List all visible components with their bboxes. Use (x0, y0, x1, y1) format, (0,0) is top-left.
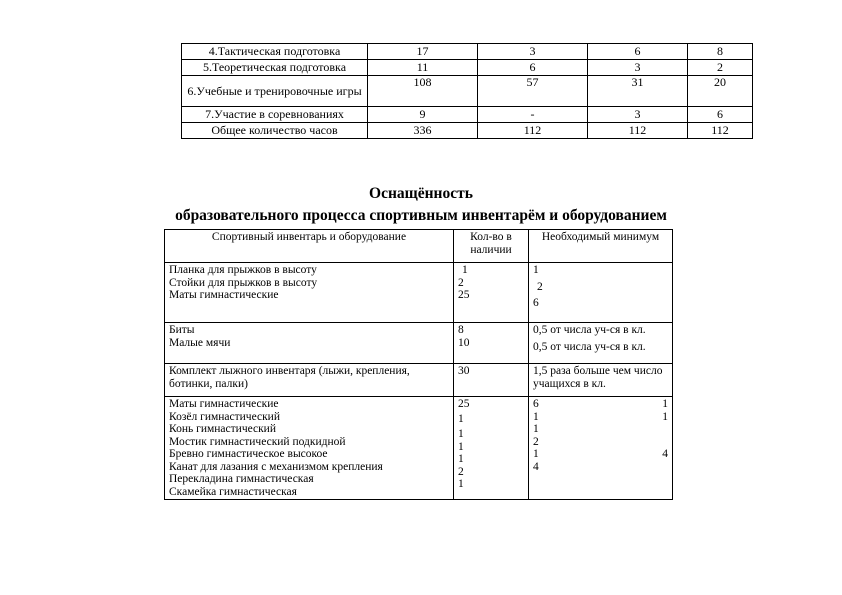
min-value: 4 (533, 460, 539, 473)
list-item: Планка для прыжков в высоту (169, 264, 317, 276)
table-row (165, 263, 673, 323)
hours-table (181, 43, 753, 139)
list-item (533, 461, 668, 474)
min-value-right: 4 (662, 448, 668, 460)
list-item: 6 (533, 297, 539, 309)
minimum-list (529, 263, 673, 323)
list-item (533, 411, 668, 424)
equipment-table (164, 229, 673, 500)
list-item (533, 436, 668, 449)
cell-value: 6 (688, 107, 753, 123)
cell-value: 112 (688, 123, 753, 139)
cell-value: 3 (588, 60, 688, 76)
cell-value: 20 (688, 76, 753, 107)
table-row-total (182, 123, 753, 139)
list-item: 1 (458, 440, 464, 453)
table-row (165, 397, 673, 500)
list-item: Перекладина гимнастическая (169, 473, 314, 485)
list-item: Скамейка гимнастическая (169, 485, 297, 498)
cell-value: 108 (368, 76, 478, 107)
list-item (533, 423, 668, 436)
list-item: Маты гимнастические (169, 398, 279, 410)
table-row (182, 60, 753, 76)
list-item: 2 (458, 276, 464, 289)
cell-value: 336 (368, 123, 478, 139)
equipment-list (165, 323, 454, 364)
list-item: Малые мячи (169, 336, 231, 349)
column-header: Необходимый минимум (529, 230, 673, 263)
list-item: 30 (454, 364, 529, 397)
list-item: 8 (458, 324, 464, 336)
cell-value: - (478, 107, 588, 123)
minimum-list (529, 397, 673, 500)
cell-value: 3 (478, 44, 588, 60)
cell-value: 2 (688, 60, 753, 76)
table-row (182, 76, 753, 107)
cell-value: 11 (368, 60, 478, 76)
list-item: 1 (462, 264, 468, 276)
min-value: 1 (533, 448, 539, 460)
row-label: 6.Учебные и тренировочные игры (182, 76, 368, 107)
min-value: 6 (533, 398, 539, 410)
cell-value: 17 (368, 44, 478, 60)
cell-value: 6 (588, 44, 688, 60)
list-item: Бревно гимнастическое высокое (169, 448, 328, 460)
min-value-right: 1 (662, 410, 668, 423)
table-row (165, 364, 673, 397)
minimum-list (529, 323, 673, 364)
list-item: 2 (537, 280, 543, 293)
list-item: 2 (458, 465, 464, 478)
row-label: 7.Участие в соревнованиях (182, 107, 368, 123)
cell-value: 57 (478, 76, 588, 107)
cell-value: 3 (588, 107, 688, 123)
table-header-row (165, 230, 673, 263)
table-row (182, 107, 753, 123)
section-title-line1: Оснащённость (369, 185, 473, 202)
list-item: 1 (458, 412, 464, 425)
list-item: 10 (458, 336, 470, 349)
list-item: 1 (533, 264, 539, 276)
list-item: Стойки для прыжков в высоту (169, 276, 318, 289)
list-item: 0,5 от числа уч-ся в кл. (533, 340, 646, 353)
quantity-list (454, 397, 529, 500)
list-item: 1 (458, 453, 464, 465)
cell-value: 31 (588, 76, 688, 107)
list-item: Козёл гимнастический (169, 410, 280, 423)
list-item (533, 398, 668, 411)
quantity-list (454, 323, 529, 364)
column-header: Кол-во в наличии (454, 230, 529, 263)
min-value: 1 (533, 423, 539, 435)
cell-value: 6 (478, 60, 588, 76)
cell-value: 112 (478, 123, 588, 139)
list-item: 1 (458, 428, 464, 440)
list-item: Конь гимнастический (169, 423, 276, 435)
cell-value: 9 (368, 107, 478, 123)
quantity-list (454, 263, 529, 323)
list-item: 25 (458, 289, 470, 301)
cell-value: 112 (588, 123, 688, 139)
list-item: Комплект лыжного инвентаря (лыжи, крепления, ботинки, палки) (165, 364, 454, 397)
list-item: 1 (458, 478, 464, 490)
equipment-list (165, 263, 454, 323)
list-item: 1,5 раза больше чем число учащихся в кл. (529, 364, 673, 397)
cell-value: 8 (688, 44, 753, 60)
equipment-list (165, 397, 454, 500)
row-label: 5.Теоретическая подготовка (182, 60, 368, 76)
section-title-line2: образовательного процесса спортивным инвентарём и оборудованием (175, 207, 667, 224)
row-label: 4.Тактическая подготовка (182, 44, 368, 60)
min-value: 1 (533, 410, 539, 423)
row-label: Общее количество часов (182, 123, 368, 139)
list-item: Канат для лазания с механизмом крепления (169, 460, 383, 473)
list-item: 25 (458, 398, 470, 410)
list-item: Биты (169, 324, 195, 336)
column-header: Спортивный инвентарь и оборудование (165, 230, 454, 263)
table-row (165, 323, 673, 364)
list-item (533, 448, 668, 461)
list-item: Маты гимнастические (169, 289, 279, 301)
min-value: 2 (533, 435, 539, 448)
min-value-right: 1 (662, 398, 668, 410)
list-item: 0,5 от числа уч-ся в кл. (533, 324, 646, 336)
list-item: Мостик гимнастический подкидной (169, 435, 346, 448)
table-row (182, 44, 753, 60)
